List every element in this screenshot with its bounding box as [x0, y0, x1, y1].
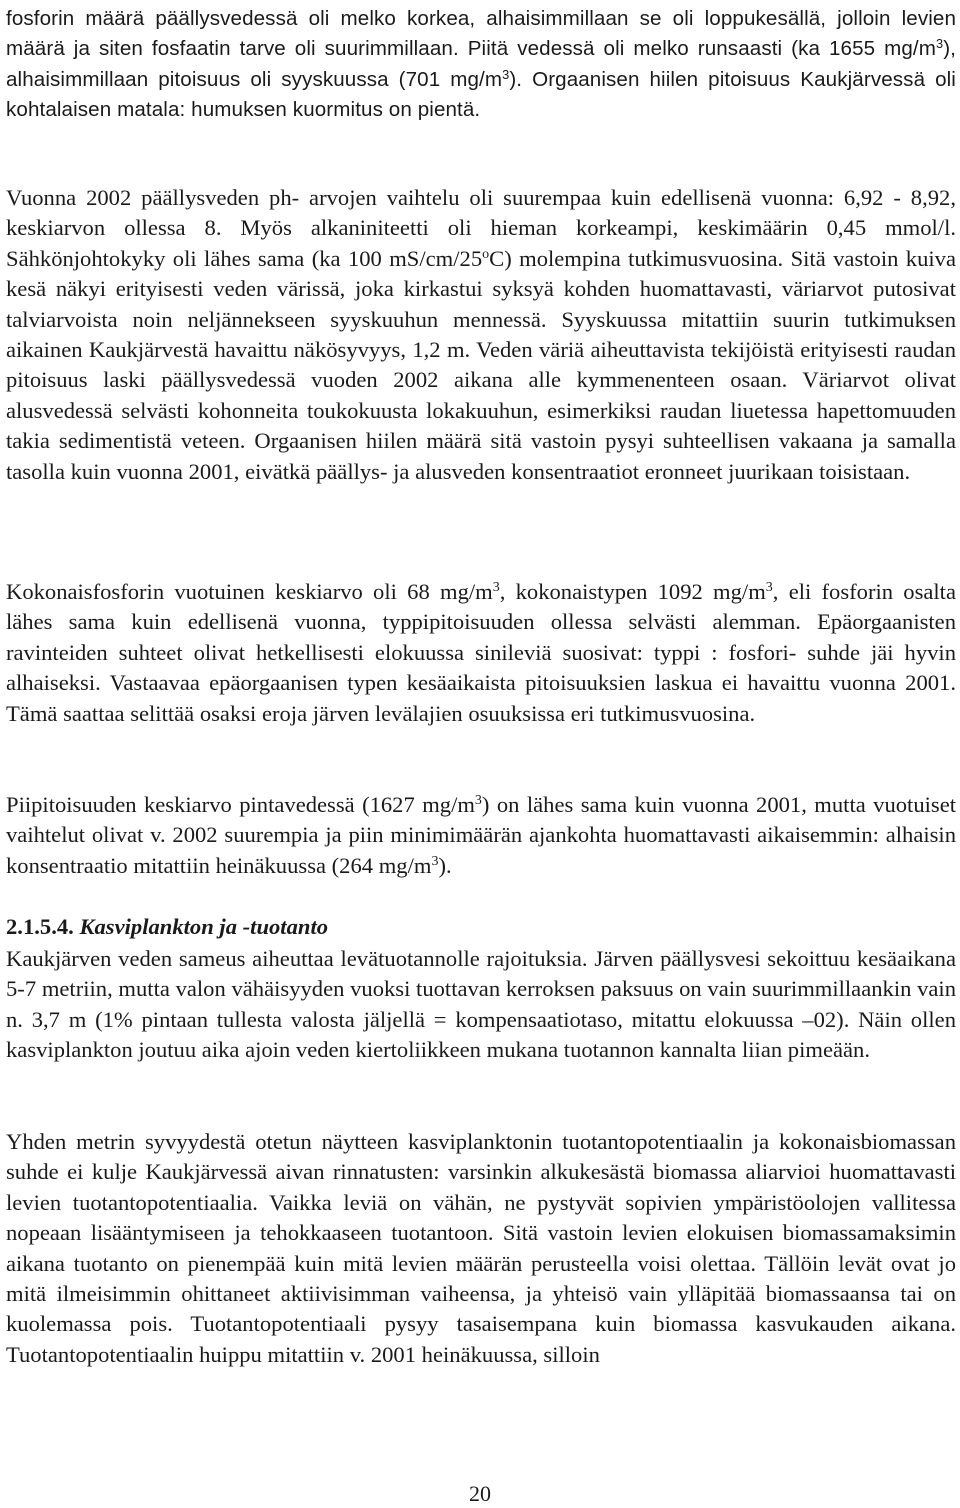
paragraph-water-turbidity [6, 944, 956, 1066]
paragraph-phosphorus-silica [6, 4, 956, 126]
section-heading [6, 912, 328, 942]
superscript: 3 [502, 66, 510, 82]
paragraph-total-nutrients [6, 577, 956, 729]
text-run: C) molempina tutkimusvuosina. Sitä vastoin kuiva kesä näkyi erityisesti veden värissä, joka kirkastui syksyä kohden huomattavasti, väriarvot putosivat talviarvoista noin neljännekseen syyskuuhun mennessä. Syyskuussa mitattiin suurin tutkimuksen aikainen Kaukjärvestä havaittu näkösyvyys, 1,2 m. Veden väriä aiheuttavista tekijöistä erityisesti raudan pitoisuus laski päällysvedessä vuoden 2002 aikana alle kymmenenteen osaan. Väriarvot olivat alusvedessä selvästi kohonneita toukokuusta lokakuuhun, esimerkiksi raudan liuetessa hapettomuuden takia sedimentistä veteen. Orgaanisen hiilen määrä sitä vastoin pysyi suhteellisen vakaana ja samalla tasolla kuin vuonna 2001, eivätkä päällys- ja alusveden konsentraatiot eronneet juurikaan toisistaan. [6, 245, 956, 484]
text-run: Kaukjärven veden sameus aiheuttaa levätuotannolle rajoituksia. Järven päällysvesi sekoittuu kesäaikana 5-7 metriin, mutta valon vähäisyyden vuoksi tuottavan kerroksen paksuus on vain suurimmillaankin vain n. 3,7 m (1% pintaan tullesta valosta jäljellä = kompensaatiotaso, mitattu elokuussa –02). Näin ollen kasviplankton joutuu aika ajoin veden kiertoliikkeen mukana tuotannon kannalta liian pimeään. [6, 946, 956, 1063]
text-run: , kokonaistypen 1092 mg/m [499, 579, 766, 604]
superscript: 3 [474, 793, 482, 809]
text-run: ). [438, 852, 452, 878]
section-number: 2.1.5.4. [6, 914, 74, 939]
text-run: ) on lähes sama kuin vuonna 2001, mutta vuotuiset vaihtelut olivat v. 2002 suurempia ja piin minimimäärän ajankohta huomattavasti aikaisemmin: alhaisin konsentraatio mitattiin heinäkuussa (264 mg/m [6, 792, 956, 878]
superscript: 3 [765, 580, 773, 596]
page-number: 20 [469, 1481, 491, 1506]
text-run: Vuonna 2002 päällysveden ph- arvojen vaihtelu oli suurempaa kuin edellisenä vuonna: 6,92 - 8,92, keskiarvon ollessa 8. Myös alkaniniteetti oli hieman korkeampi, keskimäärin 0,45 mmol/l. Sähkönjohtokyky oli lähes sama (ka 100 mS/cm/25 [6, 185, 956, 271]
text-run: , eli fosforin osalta lähes sama kuin edellisenä vuonna, typpipitoisuuden ollessa selvästi alemman. Epäorgaanisten ravinteiden suhteet olivat hetkellisesti elokuussa sinileviä suosivat: typpi : fosfori- suhde jäi hyvin alhaiseksi. Vastaavaa epäorgaanisen typen kesäaikaista pitoisuuksien laskua ei havaittu vuonna 2001. Tämä saattaa selittää osaksi eroja järven levälajien osuuksissa eri tutkimusvuosina. [6, 579, 956, 726]
superscript: o [482, 247, 490, 263]
text-run: fosforin määrä päällysvedessä oli melko korkea, alhaisimmillaan se oli loppukesällä, jolloin levien määrä ja siten fosfaatin tarve oli suurimmillaan. Piitä vedessä oli melko runsaasti (ka 1655 mg/m [6, 7, 956, 61]
text-run: Piipitoisuuden keskiarvo pintavedessä (1627 mg/m [6, 792, 475, 817]
paragraph-phytoplankton-production [6, 1127, 956, 1370]
paragraph-ph-and-colour [6, 183, 956, 487]
superscript: 3 [936, 36, 944, 52]
text-run: ), alhaisimmillaan pitoisuus oli syyskuussa (701 mg/m [6, 37, 956, 91]
text-run: ). Orgaanisen hiilen pitoisuus Kaukjärvessä oli kohtalaisen matala: humuksen kuormitus on pientä. [6, 67, 956, 122]
text-run: Yhden metrin syvyydestä otetun näytteen kasviplanktonin tuotantopotentiaalin ja kokonaisbiomassan suhde ei kulje Kaukjärvessä aivan rinnatusten: varsinkin alkukesästä biomassa aliarvioi huomattavasti levien tuotantopotentiaalia. Vaikka leviä on vähän, ne pystyvät sopivien ympäristöolojen vallitessa nopeaan lisääntymiseen ja tehokkaaseen tuotantoon. Sitä vastoin levien elokuisen biomassamaksimin aikana tuotanto on pienempää kuin mitä levien määrän perusteella voisi olettaa. Tällöin levät ovat jo mitä ilmeisimmin ohittaneet aktiivisimman vaiheensa, ja yhteisö vain ylläpitää biomassaansa tai on kuolemassa pois. Tuotantopotentiaali pysyy tasaisempana kuin biomassa kasvukauden aikana. Tuotantopotentiaalin huippu mitattiin v. 2001 heinäkuussa, silloin [6, 1129, 956, 1367]
superscript: 3 [431, 854, 439, 870]
text-run: Kokonaisfosforin vuotuinen keskiarvo oli 68 mg/m [6, 579, 493, 604]
superscript: 3 [492, 580, 500, 596]
section-title: Kasviplankton ja -tuotanto [79, 914, 329, 939]
paragraph-silica-average [6, 790, 956, 881]
